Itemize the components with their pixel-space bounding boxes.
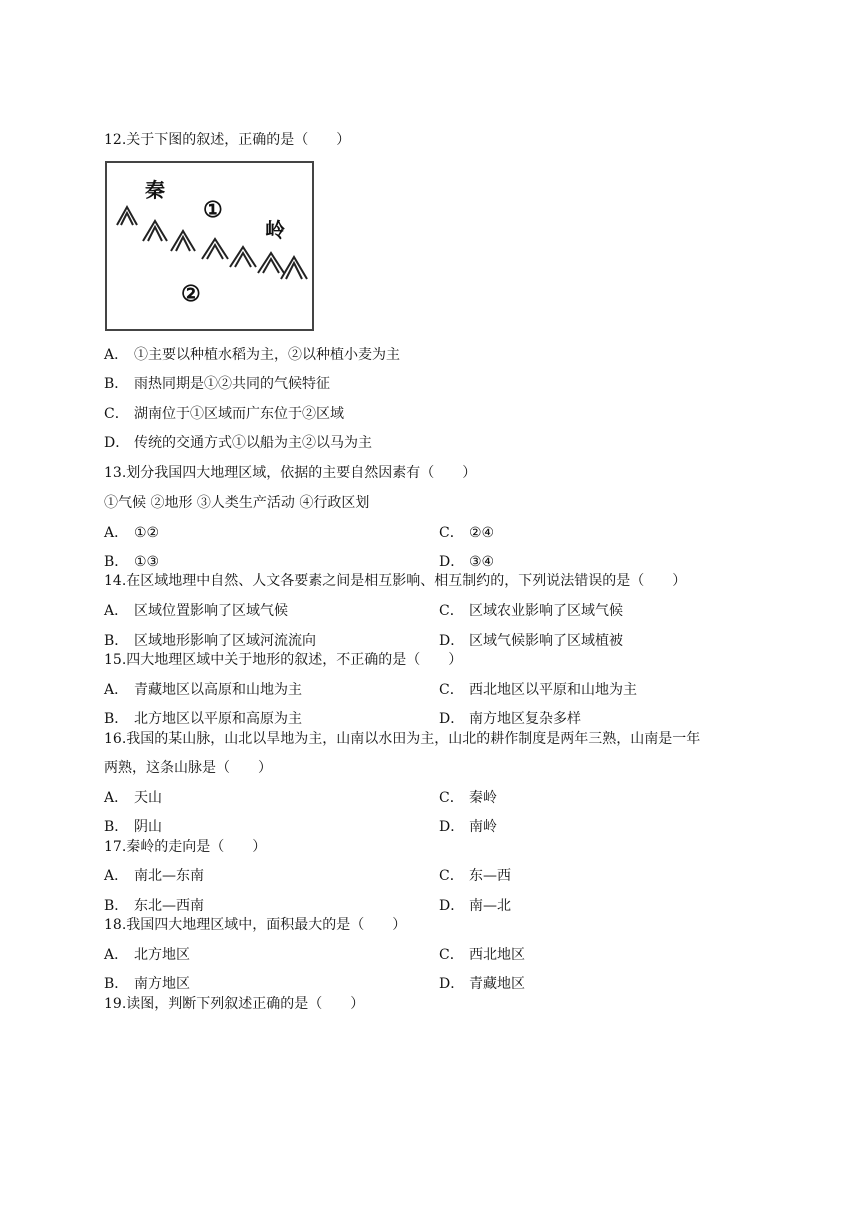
q14-option-c[interactable] (439, 602, 623, 620)
q18-option-b[interactable] (104, 975, 190, 993)
q14-option-b[interactable] (104, 632, 316, 650)
q16-option-c[interactable] (439, 789, 497, 807)
label-qin: 秦 (145, 178, 165, 202)
option-letter: B． (104, 898, 129, 914)
option-letter: C． (104, 406, 129, 422)
question-16-stem-line1: 16.我国的某山脉，山北以旱地为主，山南以水田为主，山北的耕作制度是两年三熟，山南是一年 (104, 731, 701, 747)
label-ling: 岭 (265, 218, 285, 242)
option-letter: D． (439, 898, 465, 914)
option-letter: D． (439, 976, 465, 992)
option-text: 西北地区 (469, 947, 525, 963)
question-13-stem: 13.划分我国四大地理区域，依据的主要自然因素有（ ） (104, 465, 477, 481)
option-text: 西北地区以平原和山地为主 (469, 682, 637, 698)
q12-option-a[interactable] (104, 346, 400, 364)
q15-option-c[interactable] (439, 681, 637, 699)
option-text: 北方地区 (134, 947, 190, 963)
q12-option-b[interactable] (104, 375, 330, 393)
option-text: ②④ (469, 525, 495, 541)
question-17-stem: 17.秦岭的走向是（ ） (104, 839, 267, 855)
q17-option-c[interactable] (439, 867, 511, 885)
question-15-stem: 15.四大地理区域中关于地形的叙述，不正确的是（ ） (104, 652, 463, 668)
option-text: 南北—东南 (134, 868, 204, 884)
q16-option-d[interactable] (439, 818, 497, 836)
q18-option-a[interactable] (104, 946, 190, 964)
q18-option-d[interactable] (439, 975, 525, 993)
question-12-stem: 12.关于下图的叙述，正确的是（ ） (104, 132, 351, 148)
q13-option-c[interactable] (439, 524, 494, 542)
option-letter: D． (439, 554, 465, 570)
option-text: 传统的交通方式①以船为主②以马为主 (134, 435, 372, 451)
qinling-map-figure (105, 161, 314, 331)
option-text: 湖南位于①区域而广东位于②区域 (134, 406, 344, 422)
q15-option-a[interactable] (104, 681, 302, 699)
option-text: 阴山 (134, 819, 162, 835)
option-letter: A． (104, 682, 129, 698)
option-text: 区域位置影响了区域气候 (134, 603, 288, 619)
q17-option-a[interactable] (104, 867, 204, 885)
option-text: 区域农业影响了区域气候 (469, 603, 623, 619)
question-19-stem: 19.读图，判断下列叙述正确的是（ ） (104, 996, 365, 1012)
option-text: 秦岭 (469, 790, 497, 806)
option-letter: B． (104, 376, 129, 392)
option-text: 区域地形影响了区域河流流向 (134, 633, 316, 649)
option-letter: A． (104, 525, 129, 541)
option-text: ①③ (134, 554, 160, 570)
option-text: 青藏地区以高原和山地为主 (134, 682, 302, 698)
q16-option-a[interactable] (104, 789, 162, 807)
region-2-marker: ② (181, 281, 201, 307)
option-letter: C． (439, 603, 464, 619)
q15-option-d[interactable] (439, 710, 581, 728)
option-letter: C． (439, 868, 464, 884)
option-text: 天山 (134, 790, 162, 806)
option-letter: C． (439, 947, 464, 963)
option-letter: B． (104, 711, 129, 727)
question-18-stem: 18.我国四大地理区域中，面积最大的是（ ） (104, 917, 407, 933)
region-1-marker: ① (203, 197, 223, 223)
q13-option-a[interactable] (104, 524, 159, 542)
option-letter: A． (104, 868, 129, 884)
q12-option-d[interactable] (104, 434, 372, 452)
q16-option-b[interactable] (104, 818, 162, 836)
option-letter: B． (104, 976, 129, 992)
option-letter: A． (104, 347, 129, 363)
option-letter: D． (104, 435, 130, 451)
q13-option-b[interactable] (104, 553, 159, 571)
option-letter: C． (439, 682, 464, 698)
option-letter: A． (104, 603, 129, 619)
option-text: 青藏地区 (469, 976, 525, 992)
option-letter: C． (439, 790, 464, 806)
option-text: 南方地区复杂多样 (469, 711, 581, 727)
option-text: ①② (134, 525, 160, 541)
option-letter: C． (439, 525, 464, 541)
option-text: 东北—西南 (134, 898, 204, 914)
option-text: 南方地区 (134, 976, 190, 992)
option-letter: B． (104, 819, 129, 835)
option-text: 北方地区以平原和高原为主 (134, 711, 302, 727)
q17-option-d[interactable] (439, 897, 511, 915)
mountain-range-icon (107, 163, 312, 329)
option-letter: D． (439, 711, 465, 727)
option-text: 区域气候影响了区域植被 (469, 633, 623, 649)
option-text: ①主要以种植水稻为主，②以种植小麦为主 (134, 347, 400, 363)
question-14-stem: 14.在区域地理中自然、人文各要素之间是相互影响、相互制约的，下列说法错误的是（ ） (104, 573, 687, 589)
q12-option-c[interactable] (104, 405, 344, 423)
option-letter: B． (104, 554, 129, 570)
option-letter: D． (439, 633, 465, 649)
option-letter: A． (104, 947, 129, 963)
q14-option-d[interactable] (439, 632, 623, 650)
option-text: 东—西 (469, 868, 511, 884)
q13-option-d[interactable] (439, 553, 494, 571)
option-letter: D． (439, 819, 465, 835)
q15-option-b[interactable] (104, 710, 302, 728)
q17-option-b[interactable] (104, 897, 204, 915)
option-text: 雨热同期是①②共同的气候特征 (134, 376, 330, 392)
question-13-subitems: ①气候 ②地形 ③人类生产活动 ④行政区划 (104, 495, 370, 511)
option-letter: B． (104, 633, 129, 649)
question-16-stem-line2: 两熟，这条山脉是（ ） (104, 760, 272, 776)
option-text: 南岭 (469, 819, 497, 835)
option-text: ③④ (469, 554, 495, 570)
q18-option-c[interactable] (439, 946, 525, 964)
q14-option-a[interactable] (104, 602, 288, 620)
option-text: 南—北 (469, 898, 511, 914)
option-letter: A． (104, 790, 129, 806)
